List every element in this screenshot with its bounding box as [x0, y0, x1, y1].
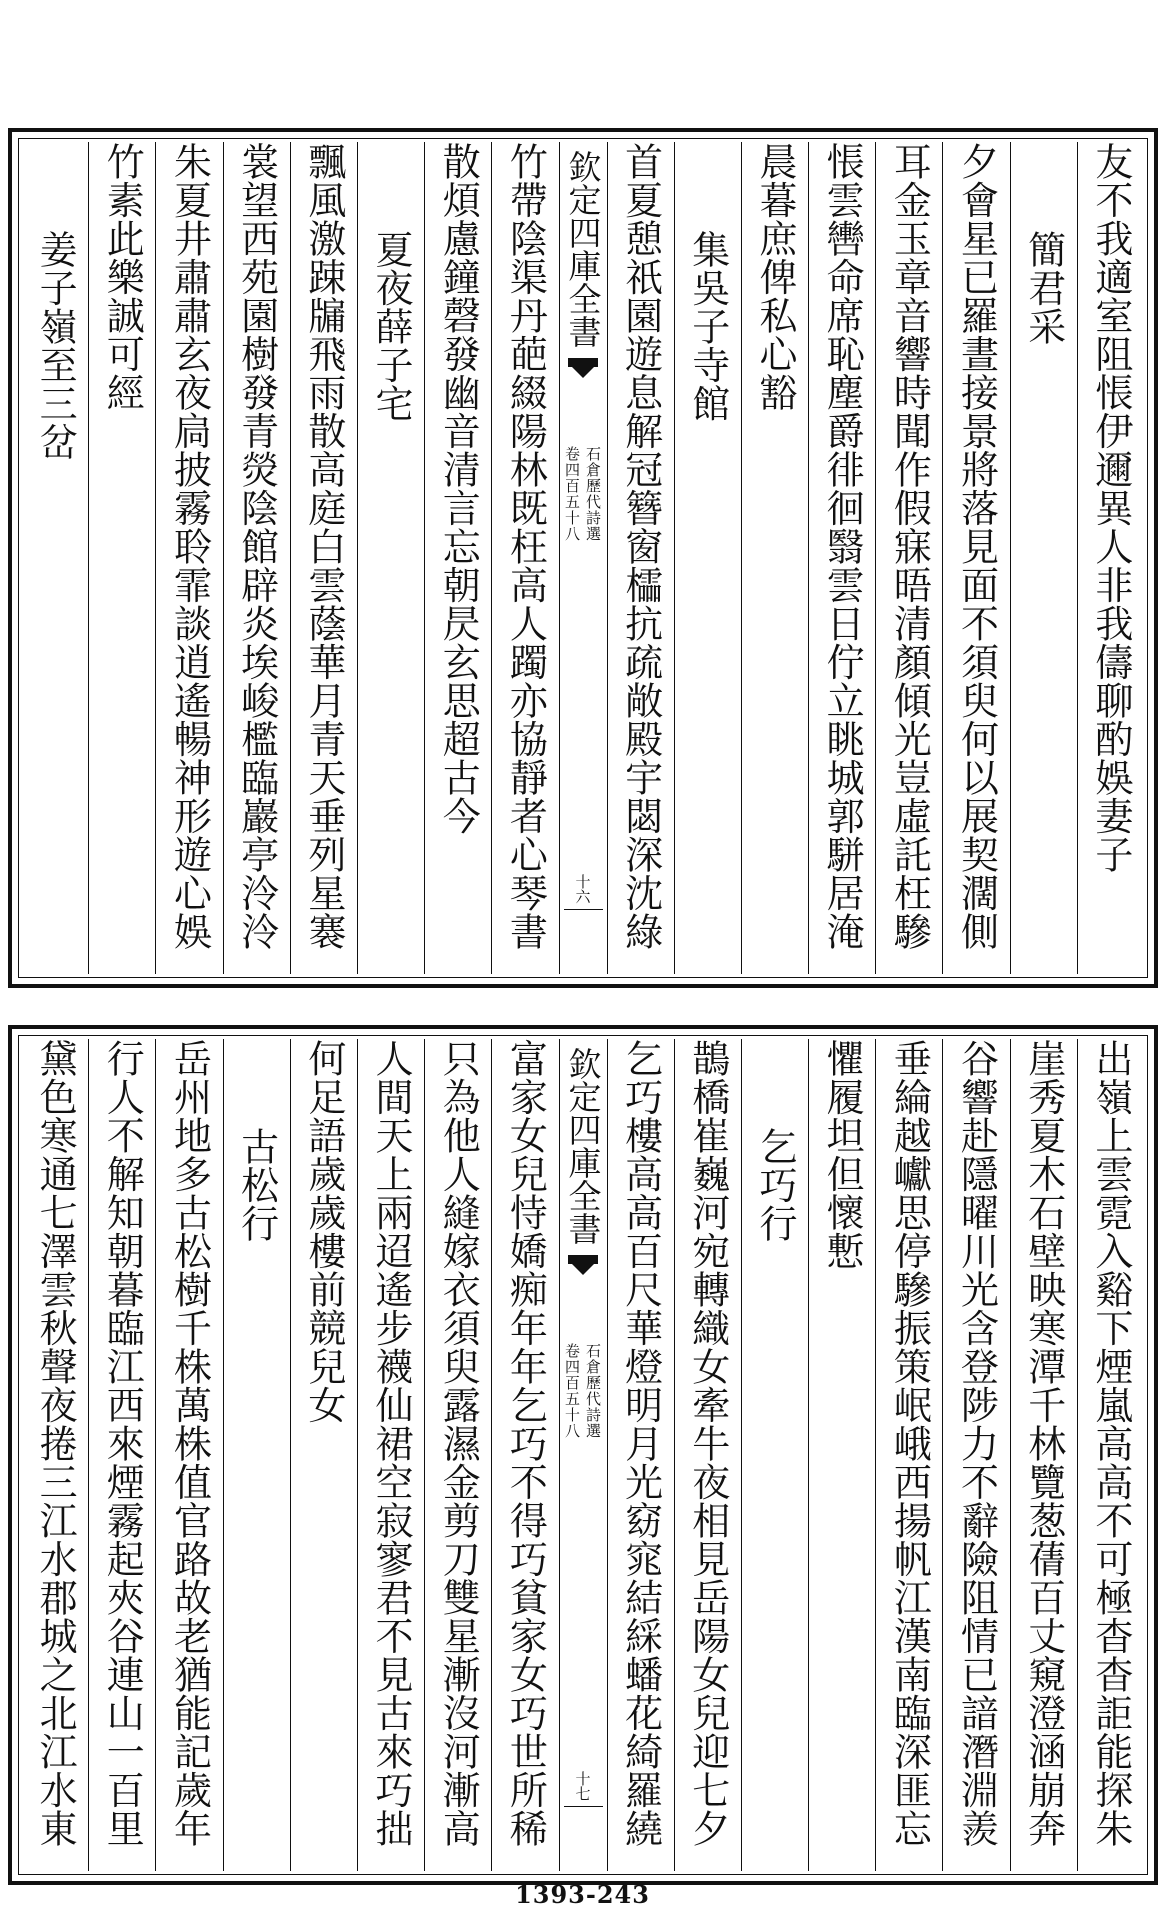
- page-number: 1393-243: [515, 1880, 650, 1909]
- poem-title-column: 姜子嶺至三岔: [33, 230, 78, 461]
- text-column: 夕會星已羅晝接景將落見面不須臾何以展契濶側: [942, 142, 1009, 974]
- poem-title-column: 夏夜薛子宅: [357, 142, 424, 974]
- lower-page: [8, 1025, 1158, 1885]
- text-column: 黛色寒通七澤雲秋聲夜捲三江水郡城之北江水東: [33, 1039, 78, 1848]
- text-column: 竹素此樂誠可經: [88, 142, 155, 974]
- text-column: 出嶺上雲霓入谿下煙嵐高高不可極杳杳詎能探朱: [1077, 1039, 1144, 1871]
- text-column: 何足語歲歲樓前競兒女: [290, 1039, 357, 1871]
- folio-number: 十六: [573, 874, 592, 904]
- text-column: 友不我適室阻悵伊邇異人非我儔聊酌娛妻子: [1077, 142, 1144, 974]
- folio-rule: [564, 1806, 603, 1807]
- text-column: 朱夏井肅肅玄夜扃披霧聆霏談逍遙暢神形遊心娛: [155, 142, 222, 974]
- text-column: 只為他人縫嫁衣須臾露濕金剪刀雙星漸沒河漸高: [424, 1039, 491, 1871]
- text-column: 行人不解知朝暮臨江西來煙霧起夾谷連山一百里: [88, 1039, 155, 1871]
- volume-label: 卷四百五十八: [563, 446, 581, 542]
- text-column: 岳州地多古松樹千株萬株值官路故老猶能記歲年: [155, 1039, 222, 1871]
- text-column: 垂綸越巘思停驂振策岷峨西揚帆江漢南臨深匪忘: [875, 1039, 942, 1871]
- center-gutter: [559, 142, 607, 974]
- text-column: 耳金玉章音響時聞作假寐晤清顏傾光豈虛託枉驂: [875, 142, 942, 974]
- fish-tail-mark: [568, 358, 598, 388]
- text-column: 飄風激踈牖飛雨散高庭白雲蔭華月青天垂列星褰: [290, 142, 357, 974]
- collection-info: [562, 1343, 604, 1439]
- text-column: 人間天上兩迢遙步襪仙裙空寂寥君不見古來巧拙: [357, 1039, 424, 1871]
- text-column: 懼履坦但懷慙: [808, 1039, 875, 1871]
- collection-name: 石倉歷代詩選: [584, 446, 602, 542]
- folio-rule: [564, 909, 603, 910]
- poem-title-column: 簡君采: [1010, 142, 1077, 974]
- text-column: 竹帶陰渠丹葩綴陽林既枉高人躅亦協靜者心琴書: [491, 142, 558, 974]
- book-title: 欽定四庫全書: [563, 150, 603, 348]
- collection-info: [562, 446, 604, 542]
- text-column: 鵲橋崔巍河宛轉織女牽牛夜相見岳陽女兒迎七夕: [674, 1039, 741, 1871]
- poem-title-column: 集吳子寺館: [674, 142, 741, 974]
- text-column: 悵雲轡命席恥塵爵徘徊翳雲日佇立眺城郭駢居淹: [808, 142, 875, 974]
- volume-label: 卷四百五十八: [563, 1343, 581, 1439]
- text-column: 崖秀夏木石壁映寒潭千林覽葱蒨百丈窺澄涵崩奔: [1010, 1039, 1077, 1871]
- text-column: 首夏憩祇園遊息解冠簪窗櫺抗疏敞殿宇閟深沈綠: [607, 142, 674, 974]
- text-column: 散煩慮鐘磬發幽音清言忘朝昃玄思超古今: [424, 142, 491, 974]
- folio-number: 十七: [573, 1771, 592, 1801]
- book-title: 欽定四庫全書: [563, 1047, 603, 1245]
- text-column: 富家女兒恃嬌痴年年乞巧不得巧貧家女巧世所稀: [491, 1039, 558, 1871]
- text-column: 晨暮庶俾私心豁: [741, 142, 808, 974]
- poem-title-column: 乞巧行: [741, 1039, 808, 1871]
- fish-tail-mark: [568, 1255, 598, 1285]
- collection-name: 石倉歷代詩選: [584, 1343, 602, 1439]
- upper-page: [8, 128, 1158, 988]
- poem-title-column: 古松行: [223, 1039, 290, 1871]
- center-gutter: [559, 1039, 607, 1871]
- text-column: 谷響赴隱曜川光含登陟力不辭險阻情已諳潛淵羨: [942, 1039, 1009, 1871]
- text-column: 裳望西苑園樹發青熒陰館辟炎埃峻檻臨巖亭泠泠: [223, 142, 290, 974]
- text-column: 乞巧樓高高百尺華燈明月光窈窕結綵蟠花綺羅繞: [607, 1039, 674, 1871]
